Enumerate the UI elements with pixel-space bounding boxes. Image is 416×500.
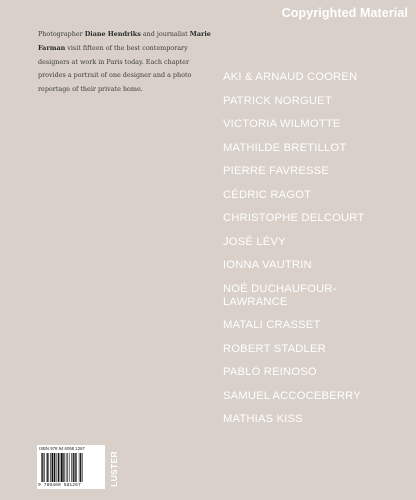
copyright-watermark: Copyrighted Material bbox=[281, 6, 408, 20]
designer-name bbox=[223, 283, 364, 309]
barcode-bar bbox=[58, 453, 59, 482]
barcode-bar bbox=[71, 453, 72, 482]
intro-text-1: Photographer bbox=[38, 30, 85, 38]
barcode-bars bbox=[41, 453, 101, 482]
designer-name: PABLO REINOSO bbox=[223, 366, 317, 379]
barcode-bar bbox=[69, 453, 70, 482]
barcode-bar bbox=[44, 453, 45, 482]
barcode-bar bbox=[52, 453, 54, 482]
designer-name: CÉDRIC RAGOT bbox=[223, 188, 312, 201]
barcode-digits: 9 789460 581267 bbox=[38, 483, 81, 488]
designer-name: PIERRE FAVRESSE bbox=[223, 165, 329, 177]
designer-name-line-2: LAWRANCE bbox=[223, 295, 288, 308]
barcode-bar bbox=[42, 453, 43, 482]
barcode-bar bbox=[60, 453, 61, 482]
designer-name: MATALI CRASSET bbox=[223, 319, 321, 332]
designer-name: MATHIAS KISS bbox=[223, 413, 303, 426]
barcode-bar bbox=[74, 453, 75, 482]
publisher-logo-text: LUSTER bbox=[109, 451, 119, 487]
barcode-bar bbox=[56, 453, 57, 482]
isbn-barcode bbox=[37, 445, 105, 489]
barcode-bar bbox=[47, 453, 48, 482]
designer-name: IONNA VAUTRIN bbox=[223, 259, 312, 271]
intro-text-3: visit fifteen of the best contemporary designers at work in Paris today. Each chapter provides a portrait of one designer and a photo reportage of their private home. bbox=[38, 43, 192, 94]
publisher-logo bbox=[108, 450, 120, 488]
barcode-bar bbox=[66, 453, 67, 482]
barcode-bar bbox=[41, 453, 42, 482]
designer-name: AKI & ARNAUD COOREN bbox=[223, 71, 358, 83]
barcode-bar bbox=[82, 453, 83, 482]
designer-name-line-1: NOÉ DUCHAUFOUR- bbox=[223, 282, 337, 295]
isbn-number: ISBN 978 94 6058 1267 bbox=[39, 446, 85, 451]
designer-name: CHRISTOPHE DELCOURT bbox=[223, 212, 365, 224]
barcode-bar bbox=[50, 453, 51, 482]
designer-name: SAMUEL ACCOCEBERRY bbox=[223, 389, 361, 402]
barcode-bar bbox=[73, 453, 74, 482]
designer-name: ROBERT STADLER bbox=[223, 342, 326, 355]
barcode-bar bbox=[61, 453, 63, 482]
designer-name: JOSÉ LÉVY bbox=[223, 235, 286, 248]
designer-name: PATRICK NORGUET bbox=[223, 94, 332, 107]
intro-text-2: and journalist bbox=[140, 30, 190, 38]
journalist-name: Marie Farman bbox=[38, 30, 211, 52]
barcode-bar bbox=[80, 453, 81, 482]
barcode-bar bbox=[48, 453, 49, 482]
barcode-bar bbox=[67, 453, 68, 482]
barcode-bar bbox=[63, 453, 64, 482]
photographer-name: Diane Hendriks bbox=[84, 30, 141, 38]
intro-paragraph bbox=[38, 28, 213, 97]
barcode-bar bbox=[54, 453, 55, 482]
designer-name: MATHILDE BRETILLOT bbox=[223, 141, 347, 154]
designer-list bbox=[223, 71, 364, 437]
barcode-bar bbox=[79, 453, 80, 482]
barcode-bar bbox=[76, 453, 77, 482]
designer-name: VICTORIA WILMOTTE bbox=[223, 118, 341, 130]
